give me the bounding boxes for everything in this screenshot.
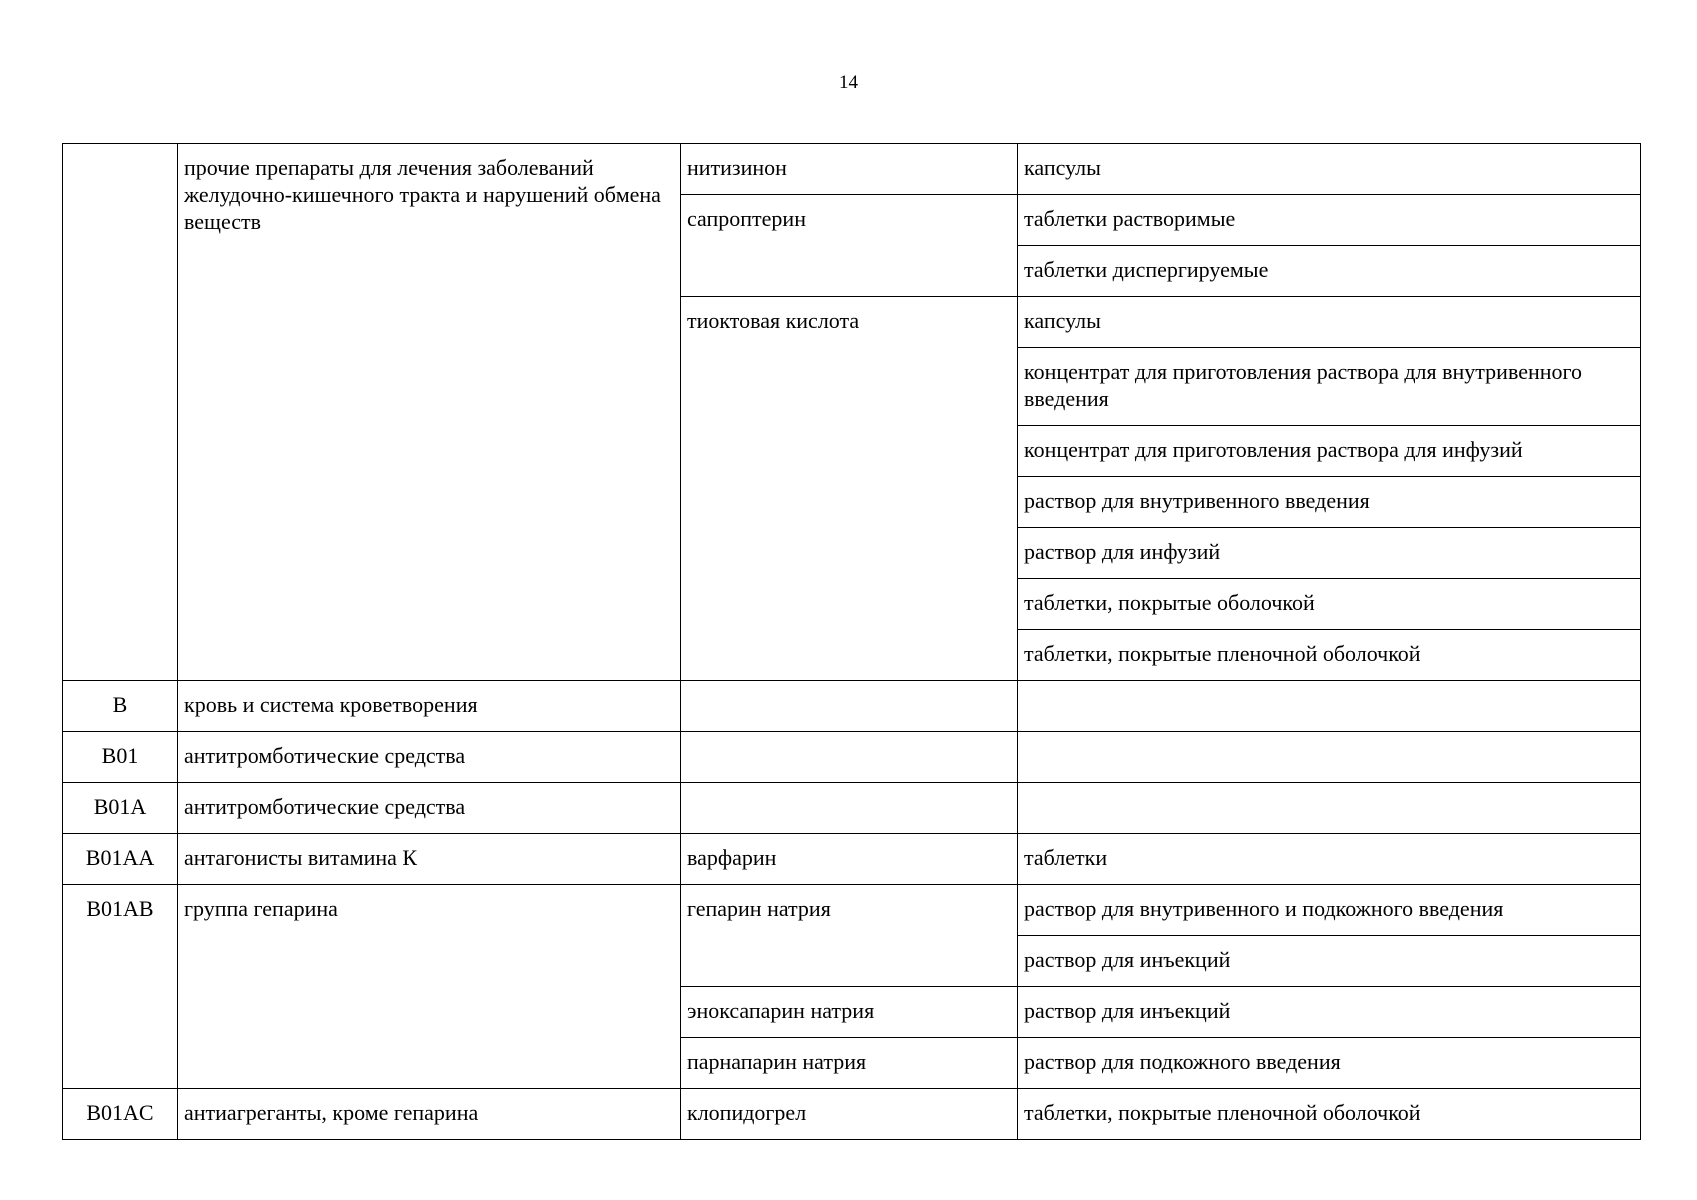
dosage-form-cell: раствор для внутривенного и подкожного введения [1018, 885, 1641, 936]
dosage-form-cell: раствор для подкожного введения [1018, 1038, 1641, 1089]
group-description-cell: антитромботические средства [178, 732, 681, 783]
drug-name-cell: сапроптерин [681, 195, 1018, 297]
table-row [63, 885, 1641, 936]
atc-code-cell [63, 144, 178, 681]
table-row [63, 834, 1641, 885]
atc-code-cell: B [63, 681, 178, 732]
dosage-form-cell: таблетки [1018, 834, 1641, 885]
dosage-form-cell: раствор для инъекций [1018, 936, 1641, 987]
dosage-form-cell: таблетки растворимые [1018, 195, 1641, 246]
group-description-cell: антитромботические средства [178, 783, 681, 834]
drug-name-cell: парнапарин натрия [681, 1038, 1018, 1089]
group-description-cell: антиагреганты, кроме гепарина [178, 1089, 681, 1140]
drug-list-table [62, 143, 1641, 1140]
group-description-cell: кровь и система кроветворения [178, 681, 681, 732]
atc-code-cell: B01 [63, 732, 178, 783]
dosage-form-cell [1018, 732, 1641, 783]
atc-code-cell: B01A [63, 783, 178, 834]
drug-name-cell: тиоктовая кислота [681, 297, 1018, 681]
drug-name-cell [681, 783, 1018, 834]
table-row [63, 732, 1641, 783]
atc-code-cell: B01AA [63, 834, 178, 885]
dosage-form-cell: таблетки, покрытые пленочной оболочкой [1018, 1089, 1641, 1140]
dosage-form-cell: раствор для инъекций [1018, 987, 1641, 1038]
drug-name-cell [681, 681, 1018, 732]
dosage-form-cell: капсулы [1018, 297, 1641, 348]
drug-name-cell: нитизинон [681, 144, 1018, 195]
dosage-form-cell: таблетки, покрытые пленочной оболочкой [1018, 630, 1641, 681]
dosage-form-cell: раствор для инфузий [1018, 528, 1641, 579]
dosage-form-cell: капсулы [1018, 144, 1641, 195]
drug-name-cell [681, 732, 1018, 783]
drug-name-cell: клопидогрел [681, 1089, 1018, 1140]
table-row [63, 783, 1641, 834]
group-description-cell: группа гепарина [178, 885, 681, 1089]
dosage-form-cell: раствор для внутривенного введения [1018, 477, 1641, 528]
drug-name-cell: варфарин [681, 834, 1018, 885]
group-description-cell: антагонисты витамина К [178, 834, 681, 885]
dosage-form-cell: концентрат для приготовления раствора для инфузий [1018, 426, 1641, 477]
table-row [63, 681, 1641, 732]
table-row [63, 1089, 1641, 1140]
atc-code-cell: B01AC [63, 1089, 178, 1140]
atc-code-cell: B01AB [63, 885, 178, 1089]
dosage-form-cell [1018, 681, 1641, 732]
dosage-form-cell: концентрат для приготовления раствора для внутривенного введения [1018, 348, 1641, 426]
group-description-cell: прочие препараты для лечения заболеваний желудочно-кишечного тракта и нарушений обмена веществ [178, 144, 681, 681]
drug-name-cell: гепарин натрия [681, 885, 1018, 987]
table-row [63, 144, 1641, 195]
dosage-form-cell [1018, 783, 1641, 834]
page-number: 14 [839, 72, 858, 93]
drug-name-cell: эноксапарин натрия [681, 987, 1018, 1038]
dosage-form-cell: таблетки, покрытые оболочкой [1018, 579, 1641, 630]
dosage-form-cell: таблетки диспергируемые [1018, 246, 1641, 297]
